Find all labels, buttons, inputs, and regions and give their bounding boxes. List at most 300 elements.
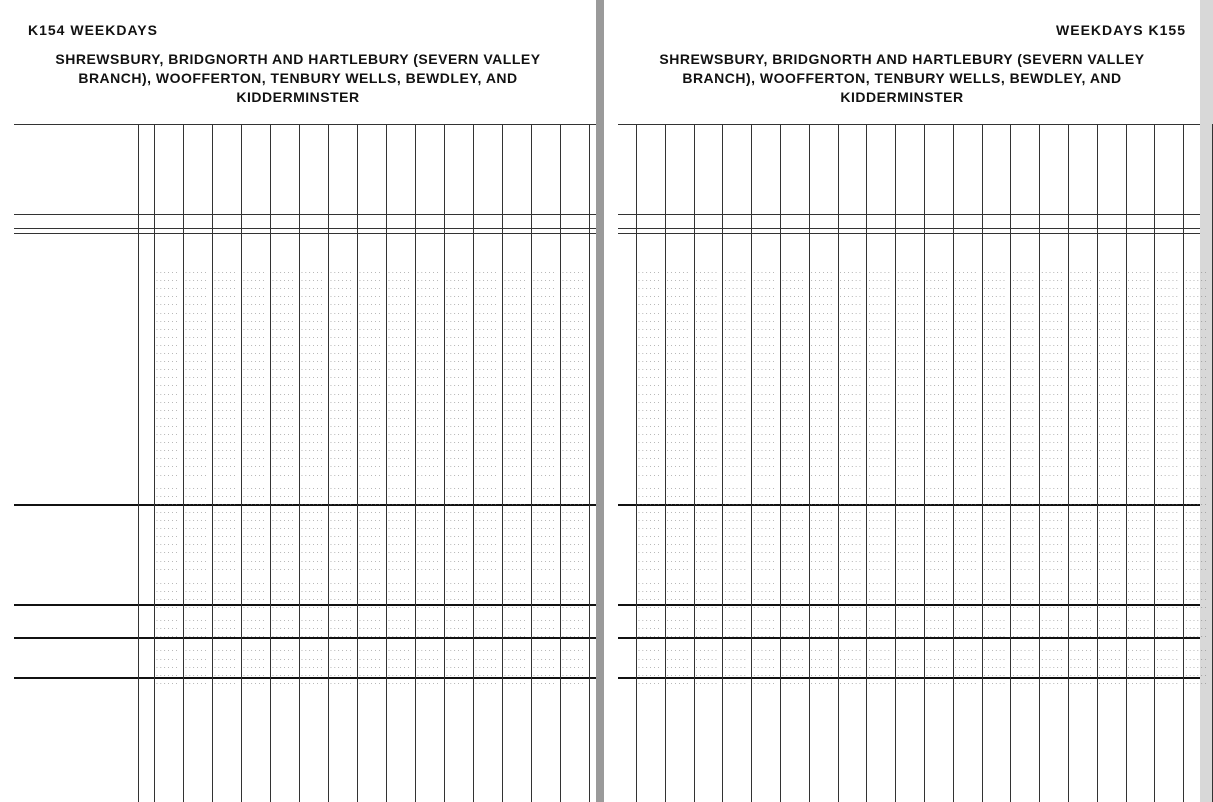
dot-leader: . . . . . . (782, 532, 804, 540)
dot-leader: . . . . . . (330, 670, 352, 678)
dot-leader: . . . . . . (185, 438, 207, 446)
column-rule (589, 124, 590, 802)
dot-leader: . . . . . . (724, 556, 746, 564)
dot-leader: . . . . . . (810, 678, 833, 686)
dot-leader: . . . . . . (417, 292, 439, 300)
dot-leader: . . . . . . (638, 349, 660, 356)
dot-leader: . . . . . . (1127, 532, 1149, 540)
dot-leader: . . . . . . (926, 462, 948, 470)
dot-leader: . . . . . . (214, 548, 236, 556)
dot-leader: . . . . . . (504, 678, 526, 686)
dot-leader: . . . . . . (897, 516, 919, 523)
dot-leader: . . . . . . (1098, 499, 1121, 507)
dot-leader: . . . . . . (1185, 603, 1207, 610)
dot-leader: . . . . . . (810, 556, 833, 564)
dot-leader: . . . . . . (475, 300, 497, 308)
dot-leader: . . . . . . (897, 470, 919, 478)
table-rule (14, 233, 596, 234)
dot-leader: . . . . . . (839, 357, 861, 365)
dot-leader: . . . . . . (1070, 276, 1092, 284)
dot-leader: . . . . . . (926, 340, 948, 348)
dot-leader: . . . . . . (446, 556, 468, 564)
dot-leader: . . . . . . (954, 438, 977, 446)
dot-leader: . . . . . . (782, 268, 804, 275)
dot-leader: . . . . . . (695, 405, 717, 413)
dot-leader: . . . . . . (388, 556, 410, 564)
dot-leader: . . . . . . (1127, 524, 1149, 532)
dot-leader: . . . . . . (1098, 470, 1121, 478)
dot-leader: . . . . . . (724, 540, 746, 548)
dot-leader: . . . . . . (156, 594, 178, 602)
title-line-1: SHREWSBURY, BRIDGNORTH AND HARTLEBURY (SEVERN VALLEY (659, 51, 1145, 67)
dot-leader: . . . . . . (724, 548, 746, 556)
dot-leader: . . . . . . (185, 603, 207, 610)
dot-leader: . . . . . . (243, 507, 265, 515)
dot-leader: . . . . . . (243, 276, 265, 284)
dot-leader: . . . . . . (868, 524, 890, 532)
dot-leader: . . . . . . (782, 540, 804, 548)
dot-leader: . . . . . . (1012, 462, 1034, 470)
dot-leader: . . . . . . (638, 507, 660, 515)
dot-leader: . . . . . . (638, 564, 660, 572)
dot-leader: . . . . . . (753, 499, 775, 507)
dot-leader: . . . . . . (1070, 300, 1092, 308)
dot-leader: . . . . . . (156, 632, 178, 640)
dot-leader: . . . . . . (272, 413, 294, 421)
dot-leader: . . . . . . (983, 594, 1005, 602)
dot-leader: . . . . . . (214, 276, 236, 284)
dot-leader: . . . . . . (1156, 421, 1178, 429)
dot-leader: . . . . . . (868, 646, 890, 654)
dot-leader: . . . . . . (1070, 483, 1092, 491)
dot-leader: . . . . . . (1041, 470, 1063, 478)
dot-leader: . . . . . . (868, 284, 890, 292)
dot-leader: . . . . . . (301, 365, 323, 373)
dot-leader: . . . . . . (724, 603, 746, 610)
dot-leader: . . . . . . (724, 678, 746, 686)
dot-leader: . . . . . . (301, 397, 323, 405)
dot-leader: . . . . . . (272, 421, 294, 429)
dot-leader: . . . . . . (475, 556, 497, 564)
dot-leader: . . . . . . (1070, 454, 1092, 462)
dot-leader: . . . . . . (638, 332, 660, 340)
dot-leader: . . . . . . (983, 268, 1005, 275)
dot-leader: . . . . . . (504, 483, 526, 491)
dot-leader: . . . . . . (753, 349, 775, 356)
dot-leader: . . . . . . (839, 524, 861, 532)
dot-leader: . . . . . . (446, 616, 468, 624)
dot-leader: . . . . . . (954, 491, 977, 499)
dot-leader: . . . . . . (388, 397, 410, 405)
dot-leader: . . . . . . (695, 524, 717, 532)
dot-leader: . . . . . . (1156, 332, 1178, 340)
dot-leader: . . . . . . (983, 586, 1005, 594)
dot-leader: . . . . . . (1012, 292, 1034, 300)
dot-leader: . . . . . . (926, 678, 948, 686)
dot-leader: . . . . . . (782, 381, 804, 389)
dot-leader: . . . . . . (868, 678, 890, 686)
dot-leader: . . . . . . (1041, 430, 1063, 437)
dot-leader: . . . . . . (897, 405, 919, 413)
dot-leader: . . . . . . (156, 654, 178, 662)
dot-leader: . . . . . . (695, 421, 717, 429)
column-rule (1154, 124, 1155, 802)
dot-leader: . . . . . . (301, 654, 323, 662)
dot-leader: . . . . . . (475, 532, 497, 540)
dot-leader: . . . . . . (214, 454, 236, 462)
dot-leader: . . . . . . (954, 365, 977, 373)
dot-leader: . . . . . . (504, 340, 526, 348)
dot-leader: . . . . . . (954, 654, 977, 662)
dot-leader: . . . . . . (695, 462, 717, 470)
page-gutter (596, 0, 604, 802)
dot-leader: . . . . . . (983, 446, 1005, 454)
dot-leader: . . . . . . (156, 454, 178, 462)
dot-leader: . . . . . . (214, 470, 236, 478)
dot-leader: . . . . . . (1185, 349, 1207, 356)
dot-leader: . . . . . . (810, 670, 833, 678)
dot-leader: . . . . . . (782, 670, 804, 678)
dot-leader: . . . . . . (562, 532, 584, 540)
dot-leader: . . . . . . (983, 454, 1005, 462)
dot-leader: . . . . . . (417, 430, 439, 437)
dot-leader: . . . . . . (1098, 324, 1121, 332)
dot-leader: . . . . . . (301, 413, 323, 421)
dot-leader: . . . . . . (446, 381, 468, 389)
dot-leader: . . . . . . (1070, 284, 1092, 292)
table-rule (618, 228, 1200, 229)
dot-leader: . . . . . . (243, 357, 265, 365)
dot-leader: . . . . . . (839, 507, 861, 515)
dot-leader: . . . . . . (926, 446, 948, 454)
dot-leader: . . . . . . (1070, 446, 1092, 454)
dot-leader: . . . . . . (185, 421, 207, 429)
dot-leader: . . . . . . (533, 548, 555, 556)
dot-leader: . . . . . . (156, 308, 178, 316)
dot-leader: . . . . . . (562, 324, 584, 332)
dot-leader: . . . . . . (475, 470, 497, 478)
dot-leader: . . . . . . (562, 446, 584, 454)
dot-leader: . . . . . . (810, 300, 833, 308)
dot-leader: . . . . . . (1012, 421, 1034, 429)
dot-leader: . . . . . . (214, 324, 236, 332)
dot-leader: . . . . . . (359, 564, 381, 572)
column-rule (299, 124, 300, 802)
dot-leader: . . . . . . (695, 316, 717, 324)
dot-leader: . . . . . . (185, 365, 207, 373)
column-rule (415, 124, 416, 802)
dot-leader: . . . . . . (1156, 268, 1178, 275)
dot-leader: . . . . . . (839, 284, 861, 292)
dot-leader: . . . . . . (695, 578, 717, 586)
dot-leader: . . . . . . (243, 516, 265, 523)
dot-leader: . . . . . . (753, 268, 775, 275)
dot-leader: . . . . . . (1041, 373, 1063, 381)
dot-leader: . . . . . . (359, 532, 381, 540)
dot-leader: . . . . . . (185, 548, 207, 556)
dot-leader: . . . . . . (1156, 373, 1178, 381)
dot-leader: . . . . . . (214, 438, 236, 446)
dot-leader: . . . . . . (926, 540, 948, 548)
dot-leader: . . . . . . (666, 316, 689, 324)
dot-leader: . . . . . . (954, 483, 977, 491)
dot-leader: . . . . . . (1156, 389, 1178, 397)
dot-leader: . . . . . . (417, 332, 439, 340)
dot-leader: . . . . . . (724, 300, 746, 308)
dot-leader: . . . . . . (926, 389, 948, 397)
dot-leader: . . . . . . (417, 594, 439, 602)
dot-leader: . . . . . . (839, 430, 861, 437)
dot-leader: . . . . . . (301, 284, 323, 292)
dot-leader: . . . . . . (1041, 548, 1063, 556)
dot-leader: . . . . . . (695, 532, 717, 540)
dot-leader: . . . . . . (388, 373, 410, 381)
dot-leader: . . . . . . (446, 438, 468, 446)
dot-leader: . . . . . . (562, 678, 584, 686)
dot-leader: . . . . . . (954, 430, 977, 437)
dot-leader: . . . . . . (301, 421, 323, 429)
dot-leader: . . . . . . (1098, 276, 1121, 284)
dot-leader: . . . . . . (243, 586, 265, 594)
dot-leader: . . . . . . (926, 421, 948, 429)
dot-leader: . . . . . . (330, 616, 352, 624)
dot-leader: . . . . . . (753, 454, 775, 462)
dot-leader: . . . . . . (301, 446, 323, 454)
dot-leader: . . . . . . (666, 454, 689, 462)
dot-leader: . . . . . . (1070, 292, 1092, 300)
dot-leader: . . . . . . (533, 586, 555, 594)
dot-leader: . . . . . . (533, 556, 555, 564)
dot-leader: . . . . . . (753, 316, 775, 324)
dot-leader: . . . . . . (1041, 324, 1063, 332)
dot-leader: . . . . . . (417, 586, 439, 594)
dot-leader: . . . . . . (359, 316, 381, 324)
dot-leader: . . . . . . (1012, 365, 1034, 373)
dot-leader: . . . . . . (504, 516, 526, 523)
dot-leader: . . . . . . (533, 308, 555, 316)
dot-leader: . . . . . . (156, 491, 178, 499)
dot-leader: . . . . . . (926, 413, 948, 421)
dot-leader: . . . . . . (638, 324, 660, 332)
dot-leader: . . . . . . (1041, 284, 1063, 292)
dot-leader: . . . . . . (695, 389, 717, 397)
dot-leader: . . . . . . (214, 499, 236, 507)
dot-leader: . . . . . . (446, 316, 468, 324)
dot-leader: . . . . . . (753, 357, 775, 365)
dot-leader: . . . . . . (1127, 491, 1149, 499)
column-rule (1097, 124, 1098, 802)
dot-leader: . . . . . . (666, 438, 689, 446)
dot-leader: . . . . . . (983, 381, 1005, 389)
dot-leader: . . . . . . (839, 462, 861, 470)
column-rule (751, 124, 752, 802)
dot-leader: . . . . . . (724, 308, 746, 316)
dot-leader: . . . . . . (695, 381, 717, 389)
column-rule (665, 124, 666, 802)
dot-leader: . . . . . . (504, 586, 526, 594)
dot-leader: . . . . . . (417, 268, 439, 275)
title-line-2: BRANCH), WOOFFERTON, TENBURY WELLS, BEWDLEY, AND (78, 70, 518, 86)
dot-leader: . . . . . . (1041, 578, 1063, 586)
dot-leader: . . . . . . (1156, 578, 1178, 586)
dot-leader: . . . . . . (156, 340, 178, 348)
dot-leader: . . . . . . (724, 332, 746, 340)
dot-leader: . . . . . . (782, 586, 804, 594)
dot-leader: . . . . . . (753, 516, 775, 523)
dot-leader: . . . . . . (954, 646, 977, 654)
dot-leader: . . . . . . (810, 308, 833, 316)
dot-leader: . . . . . . (638, 438, 660, 446)
dot-leader: . . . . . . (330, 578, 352, 586)
dot-leader: . . . . . . (475, 483, 497, 491)
dot-leader: . . . . . . (839, 446, 861, 454)
dot-leader: . . . . . . (666, 524, 689, 532)
dot-leader: . . . . . . (388, 603, 410, 610)
dot-leader: . . . . . . (695, 556, 717, 564)
dot-leader: . . . . . . (695, 454, 717, 462)
dot-leader: . . . . . . (1012, 646, 1034, 654)
dot-leader: . . . . . . (753, 421, 775, 429)
dot-leader: . . . . . . (926, 594, 948, 602)
dot-leader: . . . . . . (562, 430, 584, 437)
column-rule (138, 124, 139, 802)
dot-leader: . . . . . . (868, 578, 890, 586)
dot-leader: . . . . . . (1012, 670, 1034, 678)
dot-leader: . . . . . . (1185, 662, 1207, 670)
dot-leader: . . . . . . (868, 397, 890, 405)
dot-leader: . . . . . . (810, 349, 833, 356)
dot-leader: . . . . . . (1185, 624, 1207, 632)
dot-leader: . . . . . . (359, 632, 381, 640)
dot-leader: . . . . . . (359, 292, 381, 300)
dot-leader: . . . . . . (214, 616, 236, 624)
dot-leader: . . . . . . (185, 357, 207, 365)
dot-leader: . . . . . . (1185, 405, 1207, 413)
dot-leader: . . . . . . (475, 646, 497, 654)
dot-leader: . . . . . . (533, 632, 555, 640)
dot-leader: . . . . . . (475, 454, 497, 462)
dot-leader: . . . . . . (1070, 678, 1092, 686)
dot-leader: . . . . . . (782, 462, 804, 470)
dot-leader: . . . . . . (897, 421, 919, 429)
dot-leader: . . . . . . (417, 646, 439, 654)
dot-leader: . . . . . . (782, 491, 804, 499)
dot-leader: . . . . . . (272, 524, 294, 532)
table-rule (618, 214, 1200, 215)
dot-leader: . . . . . . (1185, 548, 1207, 556)
dot-leader: . . . . . . (782, 632, 804, 640)
column-rule (154, 124, 155, 802)
dot-leader: . . . . . . (1070, 438, 1092, 446)
dot-leader: . . . . . . (301, 389, 323, 397)
dot-leader: . . . . . . (782, 292, 804, 300)
dot-leader: . . . . . . (446, 349, 468, 356)
dot-leader: . . . . . . (1070, 524, 1092, 532)
dot-leader: . . . . . . (388, 532, 410, 540)
dot-leader: . . . . . . (359, 616, 381, 624)
dot-leader: . . . . . . (1156, 413, 1178, 421)
dot-leader: . . . . . . (504, 397, 526, 405)
dot-leader: . . . . . . (388, 389, 410, 397)
dot-leader: . . . . . . (388, 632, 410, 640)
dot-leader: . . . . . . (1127, 462, 1149, 470)
dot-leader: . . . . . . (868, 373, 890, 381)
dot-leader: . . . . . . (272, 507, 294, 515)
dot-leader: . . . . . . (1156, 586, 1178, 594)
dot-leader: . . . . . . (156, 507, 178, 515)
dot-leader: . . . . . . (185, 316, 207, 324)
dot-leader: . . . . . . (562, 284, 584, 292)
dot-leader: . . . . . . (1156, 624, 1178, 632)
dot-leader: . . . . . . (666, 413, 689, 421)
dot-leader: . . . . . . (753, 594, 775, 602)
dot-leader: . . . . . . (185, 670, 207, 678)
dot-leader: . . . . . . (504, 462, 526, 470)
dot-leader: . . . . . . (156, 349, 178, 356)
dot-leader: . . . . . . (1156, 524, 1178, 532)
dot-leader: . . . . . . (782, 389, 804, 397)
column-rule (502, 124, 503, 802)
dot-leader: . . . . . . (666, 499, 689, 507)
dot-leader: . . . . . . (1041, 594, 1063, 602)
dot-leader: . . . . . . (954, 300, 977, 308)
dot-leader: . . . . . . (533, 268, 555, 275)
dot-leader: . . . . . . (388, 548, 410, 556)
dot-leader: . . . . . . (1012, 662, 1034, 670)
dot-leader: . . . . . . (1041, 524, 1063, 532)
dot-leader: . . . . . . (1098, 678, 1121, 686)
dot-leader: . . . . . . (868, 405, 890, 413)
dot-leader: . . . . . . (1041, 603, 1063, 610)
dot-leader: . . . . . . (272, 616, 294, 624)
dot-leader: . . . . . . (446, 564, 468, 572)
dot-leader: . . . . . . (753, 284, 775, 292)
dot-leader: . . . . . . (753, 324, 775, 332)
dot-leader: . . . . . . (695, 540, 717, 548)
dot-leader: . . . . . . (272, 381, 294, 389)
dot-leader: . . . . . . (214, 556, 236, 564)
dot-leader: . . . . . . (638, 389, 660, 397)
dot-leader: . . . . . . (1127, 564, 1149, 572)
dot-leader: . . . . . . (810, 268, 833, 275)
dot-leader: . . . . . . (810, 499, 833, 507)
dot-leader: . . . . . . (562, 292, 584, 300)
dot-leader: . . . . . . (446, 430, 468, 437)
dot-leader: . . . . . . (1098, 397, 1121, 405)
dot-leader: . . . . . . (301, 646, 323, 654)
dot-leader: . . . . . . (1185, 586, 1207, 594)
dot-leader: . . . . . . (446, 491, 468, 499)
dot-leader: . . . . . . (330, 292, 352, 300)
dot-leader: . . . . . . (868, 491, 890, 499)
dot-leader: . . . . . . (1012, 276, 1034, 284)
column-rule (183, 124, 184, 802)
dot-leader: . . . . . . (926, 381, 948, 389)
dot-leader: . . . . . . (810, 483, 833, 491)
dot-leader: . . . . . . (272, 349, 294, 356)
dot-leader: . . . . . . (666, 548, 689, 556)
dot-leader: . . . . . . (954, 405, 977, 413)
dot-leader: . . . . . . (839, 594, 861, 602)
dot-leader: . . . . . . (868, 316, 890, 324)
dot-leader: . . . . . . (446, 365, 468, 373)
dot-leader: . . . . . . (156, 624, 178, 632)
dot-leader: . . . . . . (475, 276, 497, 284)
dot-leader: . . . . . . (185, 454, 207, 462)
dot-leader: . . . . . . (839, 548, 861, 556)
dot-leader: . . . . . . (330, 430, 352, 437)
dot-leader: . . . . . . (504, 548, 526, 556)
